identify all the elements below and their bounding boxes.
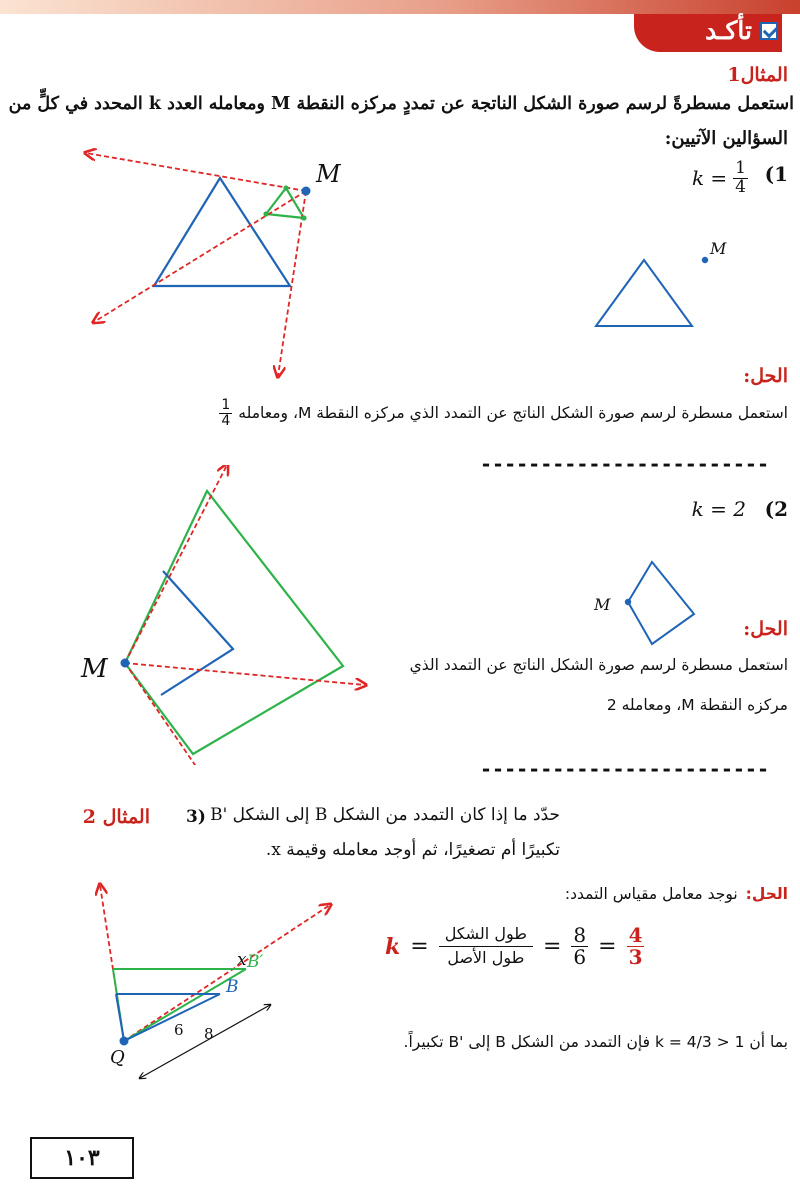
solution1-line bbox=[219, 398, 788, 428]
example2-solution-text: نوجد معامل مقياس التمدد: bbox=[564, 885, 738, 903]
scale-factor-equation bbox=[385, 925, 644, 968]
solution2-line2: مركزه النقطة M، ومعامله 2 bbox=[606, 696, 788, 714]
fig3-b-label: B bbox=[226, 977, 239, 997]
q3-number: 3) bbox=[186, 807, 206, 827]
q1-center-point bbox=[702, 257, 708, 263]
q1-point-label: M bbox=[710, 239, 727, 258]
q2-number: (2 bbox=[764, 497, 788, 521]
equation-word-top: طول الشكل bbox=[439, 926, 533, 947]
example2-question-line1: حدّد ما إذا كان التمدد من الشكل B إلى الشكل 'B bbox=[210, 805, 560, 825]
solution1-fraction bbox=[219, 398, 232, 428]
q2-center-point bbox=[625, 599, 631, 605]
equation-d2: 3 bbox=[628, 945, 643, 969]
solution2-label: الحل: bbox=[743, 618, 788, 640]
fig1-center-label: M bbox=[316, 160, 341, 188]
example1-question-line1: استعمل مسطرةً لرسم صورة الشكل الناتجة عن تمددٍ مركزه النقطة M ومعامله العدد k المحدد في كلٍّ من bbox=[8, 94, 794, 114]
fig3-center-point bbox=[120, 1037, 129, 1046]
fig2-center-label: M bbox=[81, 654, 108, 684]
solution1-frac-top: 1 bbox=[221, 397, 231, 413]
q1-k-expression bbox=[692, 160, 748, 197]
example2-solution-label: الحل: bbox=[745, 885, 788, 903]
fig2-ray-1 bbox=[125, 465, 227, 663]
equation-n2: 4 bbox=[628, 923, 643, 947]
example2-dilation-figure bbox=[80, 875, 350, 1085]
fig2-original-quadrilateral bbox=[161, 571, 233, 695]
fig3-six-label: 6 bbox=[174, 1021, 184, 1039]
equation-k: k bbox=[385, 933, 401, 960]
q1-frac-top: 1 bbox=[735, 158, 746, 178]
example2-conclusion: بما أن k = 4/3 > 1 فإن التمدد من الشكل B إلى 'B تكبيراً. bbox=[403, 1033, 788, 1051]
fig3-eight-label: 8 bbox=[204, 1025, 214, 1043]
equation-result-fraction bbox=[627, 925, 645, 968]
fig1-ray-1 bbox=[86, 153, 306, 191]
example2-solution bbox=[565, 885, 788, 903]
equation-equals-2: = bbox=[542, 934, 562, 959]
solution1-label: الحل: bbox=[743, 365, 788, 387]
equation-n1: 8 bbox=[573, 923, 587, 947]
checkbox-icon bbox=[760, 22, 778, 40]
fig2-ray-3 bbox=[125, 663, 217, 765]
solution1-frac-bottom: 4 bbox=[221, 412, 231, 429]
q1-original-figure bbox=[580, 230, 730, 340]
fig3-q-label: Q bbox=[110, 1047, 125, 1068]
fig3-original-left bbox=[116, 994, 124, 1041]
q2-original-figure bbox=[590, 550, 730, 660]
fig3-x-label: x bbox=[237, 950, 247, 970]
example2-heading: المثال 2 bbox=[82, 806, 150, 828]
top-gradient-bar bbox=[0, 0, 800, 14]
q1-original-triangle bbox=[596, 260, 692, 326]
fig2-center-point bbox=[121, 659, 130, 668]
separator-1: ------------------------ bbox=[480, 452, 769, 476]
solution2-line1: استعمل مسطرة لرسم صورة الشكل الناتج عن التمدد الذي bbox=[409, 656, 788, 674]
q2-point-label: M bbox=[594, 595, 611, 614]
q1-number: (1 bbox=[764, 162, 788, 186]
equation-equals-1: = bbox=[410, 934, 429, 959]
example1-question-line2: السؤالين الآتيين: bbox=[664, 128, 788, 149]
q2-original-quadrilateral bbox=[628, 562, 694, 644]
example1-q2-dilation-figure bbox=[75, 465, 375, 765]
fig1-image-vertex bbox=[263, 211, 268, 216]
separator-2: ------------------------ bbox=[480, 757, 769, 781]
example2-question-line2: تكبيرًا أم تصغيرًا، ثم أوجد معامله وقيمة x. bbox=[265, 840, 560, 860]
section-title: تأكـد bbox=[705, 16, 752, 45]
equation-d1: 6 bbox=[573, 945, 587, 969]
equation-number-fraction bbox=[571, 925, 588, 968]
fig1-center-point bbox=[302, 187, 311, 196]
fig3-bprime-label: B′ bbox=[247, 952, 264, 972]
q1-k-label: k = bbox=[691, 166, 728, 191]
page-number: ١٠٣ bbox=[30, 1137, 134, 1179]
q1-frac-bottom: 4 bbox=[735, 176, 746, 197]
example1-dilation-figure bbox=[70, 140, 370, 385]
example1-heading: المثال1 bbox=[727, 64, 788, 86]
fig1-image-vertex bbox=[301, 215, 306, 220]
q1-fraction bbox=[733, 160, 748, 197]
fig3-ray-diagonal bbox=[124, 905, 330, 1041]
fig1-large-triangle bbox=[154, 178, 290, 286]
equation-word-bottom: طول الأصل bbox=[447, 948, 525, 967]
equation-word-fraction bbox=[439, 926, 533, 967]
fig2-image-quadrilateral bbox=[125, 491, 343, 754]
solution1-text: استعمل مسطرة لرسم صورة الشكل الناتج عن التمدد الذي مركزه النقطة M، ومعامله bbox=[238, 404, 788, 423]
equation-equals-3: = bbox=[598, 934, 617, 959]
q2-k-expression: k = 2 bbox=[691, 497, 746, 521]
fig1-image-vertex bbox=[283, 185, 288, 190]
